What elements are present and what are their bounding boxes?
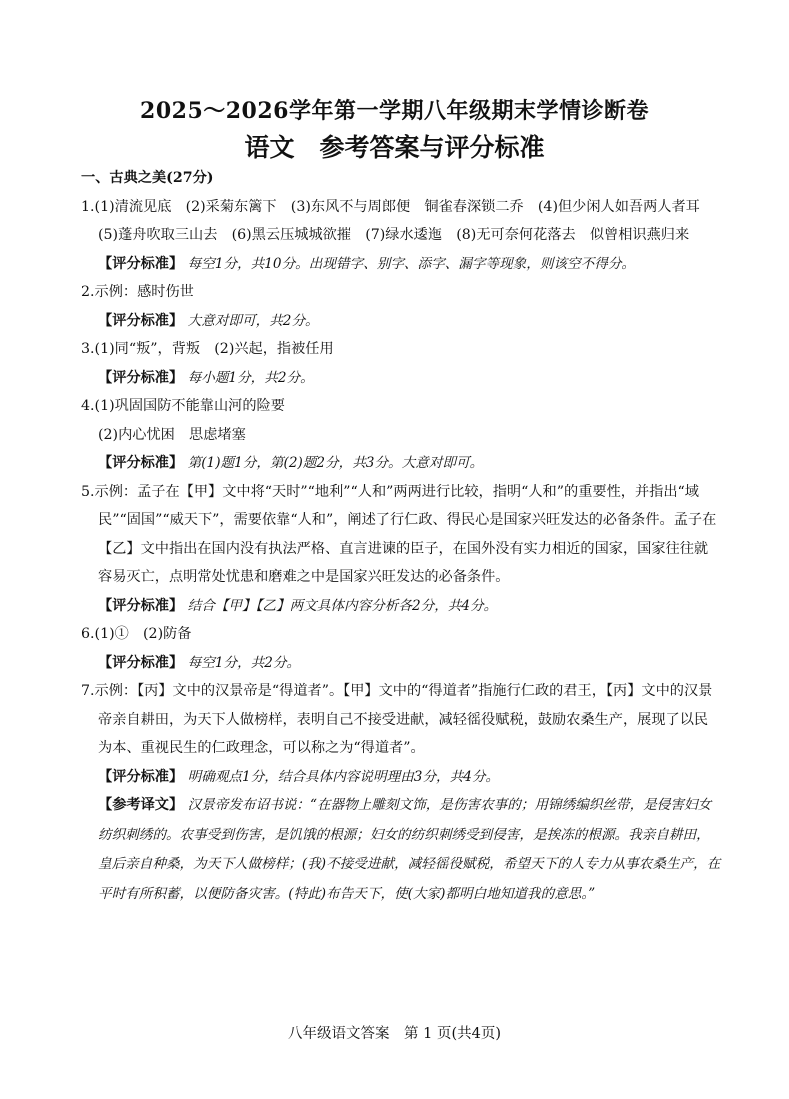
section-heading: 一、古典之美(27分) (81, 170, 214, 186)
criteria-label: 【评分标准】 (98, 597, 184, 614)
criteria-label: 【评分标准】 (98, 312, 184, 329)
question-1-answer: 1.(1)清流见底 (2)采菊东篱下 (3)东风不与周郎便 铜雀春深锁二乔 (4)但少闲人如吾两人者耳 (5)蓬舟吹取三山去 (6)黑云压城城欲摧 (7)绿水逶迤 (8)无可奈何花落去 似曾相识燕归来 (81, 198, 715, 243)
question-6-criteria (81, 649, 721, 678)
criteria-text: 每小题1分，共2分。 (187, 369, 314, 386)
criteria-label: 【评分标准】 (98, 768, 184, 785)
criteria-label: 【评分标准】 (98, 255, 184, 272)
question-3-criteria (81, 364, 721, 393)
criteria-label: 【评分标准】 (98, 369, 184, 386)
question-7-answer: 7.示例：【丙】文中的汉景帝是“得道者”。【甲】文中的“得道者”指施行仁政的君王，【丙】文中的汉景帝亲自耕田，为天下人做榜样，表明自己不接受进献，减轻徭役赋税，鼓励农桑生产，展现了以民为本、重视民生的仁政理念，可以称之为“得道者”。 (81, 683, 713, 756)
criteria-text: 每空1分，共2分。 (187, 654, 301, 671)
question-6-answer: 6.(1)① (2)防备 (81, 626, 192, 642)
criteria-text: 结合【甲】【乙】两文具体内容分析各2分，共4分。 (187, 597, 498, 614)
question-4-answer-1: 4.(1)巩固国防不能靠山河的险要 (81, 398, 285, 414)
criteria-text: 明确观点1分，结合具体内容说明理由3分，共4分。 (187, 768, 500, 785)
criteria-label: 【评分标准】 (98, 455, 184, 471)
question-5-answer: 5.示例：孟子在【甲】文中将“天时”“地利”“人和”两两进行比较，指明“人和”的重要性，并指出“域民”“固国”“威天下”，需要依靠“人和”，阐述了行仁政、得民心是国家兴旺发达的必备条件。孟子在【乙】文中指出在国内没有执法严格、直言进谏的臣子，在国外没有实力相近的国家，国家往往就容易灭亡，点明常处忧患和磨难之中是国家兴旺发达的必备条件。 (81, 483, 717, 585)
translation-text: 汉景帝发布诏书说：“在器物上雕刻文饰，是伤害农事的；用锦绣编织丝带，是侵害妇女纺织刺绣的。农事受到伤害，是饥饿的根源；妇女的纺织刺绣受到侵害，是挨冻的根源。我亲自耕田，皇后亲自种桑，为天下人做榜样；(我)不接受进献，减轻徭役赋税，希望天下的人专力从事农桑生产，在平时有所积蓄，以便防备灾害。(特此)布告天下，使(大家)都明白地知道我的意思。” (98, 797, 721, 902)
page-footer: 八年级语文答案 第 1 页(共4页) (288, 1026, 501, 1042)
question-3-answer: 3.(1)同“叛”，背叛 (2)兴起，指被任用 (81, 341, 334, 357)
answer-content (81, 164, 721, 909)
answer-key-title: 语文 参考答案与评分标准 (244, 133, 545, 162)
question-7-criteria (81, 763, 721, 792)
exam-title: 2025～2026学年第一学期八年级期末学情诊断卷 (140, 98, 649, 124)
question-2-criteria (81, 307, 721, 336)
question-7-translation (81, 791, 721, 909)
criteria-text: 第(1)题1分，第(2)题2分，共3分。大意对即可。 (187, 455, 484, 471)
translation-label: 【参考译文】 (98, 797, 184, 813)
question-4-criteria (81, 449, 721, 478)
question-5-criteria (81, 592, 721, 621)
question-4-answer-2: (2)内心忧困 思虑堵塞 (98, 426, 246, 443)
criteria-text: 每空1分，共10分。出现错字、别字、添字、漏字等现象，则该空不得分。 (187, 255, 636, 272)
question-1-criteria (81, 250, 721, 279)
criteria-text: 大意对即可，共2分。 (187, 312, 319, 329)
criteria-label: 【评分标准】 (98, 654, 184, 671)
question-2-answer: 2.示例：感时伤世 (81, 284, 194, 300)
